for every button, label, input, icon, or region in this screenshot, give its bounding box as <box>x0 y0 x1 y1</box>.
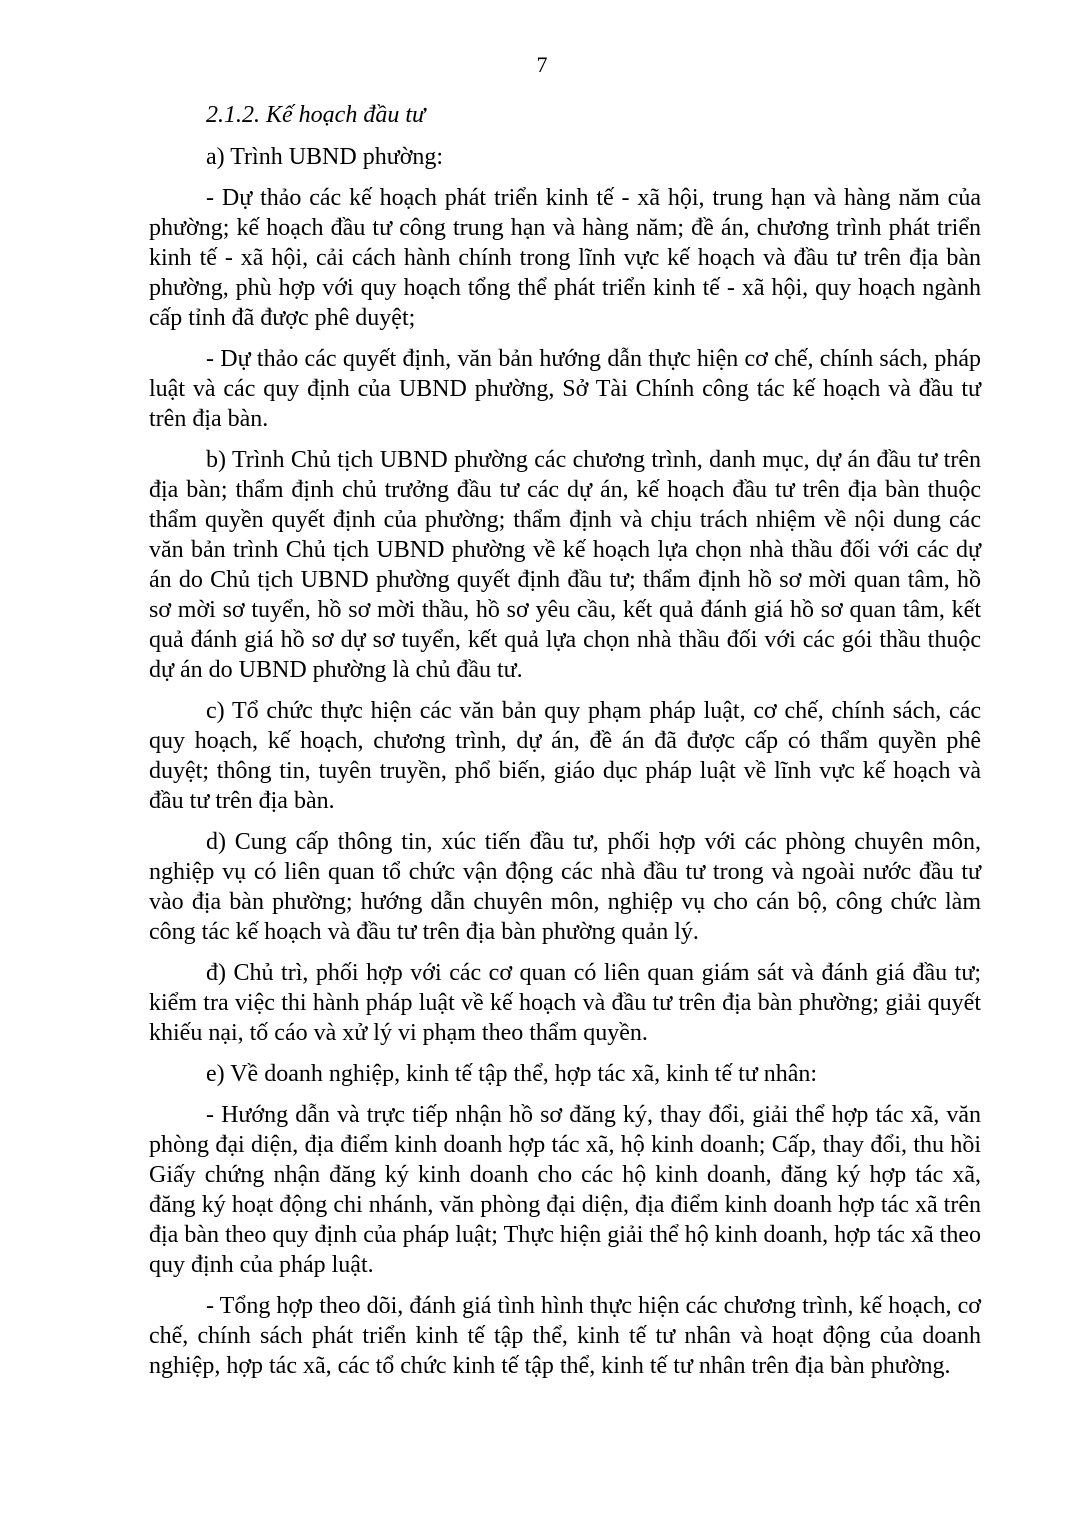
page-number: 7 <box>536 52 548 77</box>
paragraph-a-intro: a) Trình UBND phường: <box>206 144 444 170</box>
paragraph-monitoring: - Tổng hợp theo dõi, đánh giá tình hình thực hiện các chương trình, kế hoạch, cơ chế, chính sách phát triển kinh tế tập thể, kinh tế tư nhân và hoạt động của doanh nghiệp, hợp tác xã, các tổ chức kinh tế tập thể, kinh tế tư nhân trên địa bàn phường. <box>149 1293 981 1379</box>
paragraph-dd: đ) Chủ trì, phối hợp với các cơ quan có liên quan giám sát và đánh giá đầu tư; kiểm tra việc thi hành pháp luật về kế hoạch và đầu tư trên địa bàn phường; giải quyết khiếu nại, tố cáo và xử lý vi phạm theo thẩm quyền. <box>149 960 981 1046</box>
paragraph-c: c) Tổ chức thực hiện các văn bản quy phạm pháp luật, cơ chế, chính sách, các quy hoạch, kế hoạch, chương trình, dự án, đề án đã được cấp có thẩm quyền phê duyệt; thông tin, tuyên truyền, phổ biến, giáo dục pháp luật về lĩnh vực kế hoạch và đầu tư trên địa bàn. <box>149 698 981 814</box>
paragraph-draft-decisions: - Dự thảo các quyết định, văn bản hướng dẫn thực hiện cơ chế, chính sách, pháp luật và các quy định của UBND phường, Sở Tài Chính công tác kế hoạch và đầu tư trên địa bàn. <box>149 346 981 432</box>
paragraph-e-intro: e) Về doanh nghiệp, kinh tế tập thể, hợp tác xã, kinh tế tư nhân: <box>206 1061 818 1087</box>
paragraph-registration: - Hướng dẫn và trực tiếp nhận hồ sơ đăng ký, thay đổi, giải thể hợp tác xã, văn phòng đại diện, địa điểm kinh doanh hợp tác xã, hộ kinh doanh; Cấp, thay đổi, thu hồi Giấy chứng nhận đăng ký kinh doanh cho các hộ kinh doanh, đăng ký hợp tác xã, đăng ký hoạt động chi nhánh, văn phòng đại diện, địa điểm kinh doanh hợp tác xã trên địa bàn theo quy định của pháp luật; Thực hiện giải thể hộ kinh doanh, hợp tác xã theo quy định của pháp luật. <box>149 1102 981 1278</box>
paragraph-b: b) Trình Chủ tịch UBND phường các chương trình, danh mục, dự án đầu tư trên địa bàn; thẩm định chủ trưởng đầu tư các dự án, kế hoạch đầu tư trên địa bàn thuộc thẩm quyền quyết định của phường; thẩm định và chịu trách nhiệm về nội dung các văn bản trình Chủ tịch UBND phường về kế hoạch lựa chọn nhà thầu đối với các dự án do Chủ tịch UBND phường quyết định đầu tư; thẩm định hồ sơ mời quan tâm, hồ sơ mời sơ tuyển, hồ sơ mời thầu, hồ sơ yêu cầu, kết quả đánh giá hồ sơ quan tâm, kết quả đánh giá hồ sơ dự sơ tuyển, kết quả lựa chọn nhà thầu đối với các gói thầu thuộc dự án do UBND phường là chủ đầu tư. <box>149 447 981 683</box>
document-body <box>149 100 981 1392</box>
paragraph-d: d) Cung cấp thông tin, xúc tiến đầu tư, phối hợp với các phòng chuyên môn, nghiệp vụ có liên quan tổ chức vận động các nhà đầu tư trong và ngoài nước đầu tư vào địa bàn phường; hướng dẫn chuyên môn, nghiệp vụ cho cán bộ, công chức làm công tác kế hoạch và đầu tư trên địa bàn phường quản lý. <box>149 829 981 945</box>
paragraph-draft-plans: - Dự thảo các kế hoạch phát triển kinh tế - xã hội, trung hạn và hàng năm của phường; kế hoạch đầu tư công trung hạn và hàng năm; đề án, chương trình phát triển kinh tế - xã hội, cải cách hành chính trong lĩnh vực kế hoạch và đầu tư trên địa bàn phường, phù hợp với quy hoạch tổng thể phát triển kinh tế - xã hội, quy hoạch ngành cấp tỉnh đã được phê duyệt; <box>149 185 981 331</box>
section-heading: 2.1.2. Kế hoạch đầu tư <box>206 102 426 128</box>
